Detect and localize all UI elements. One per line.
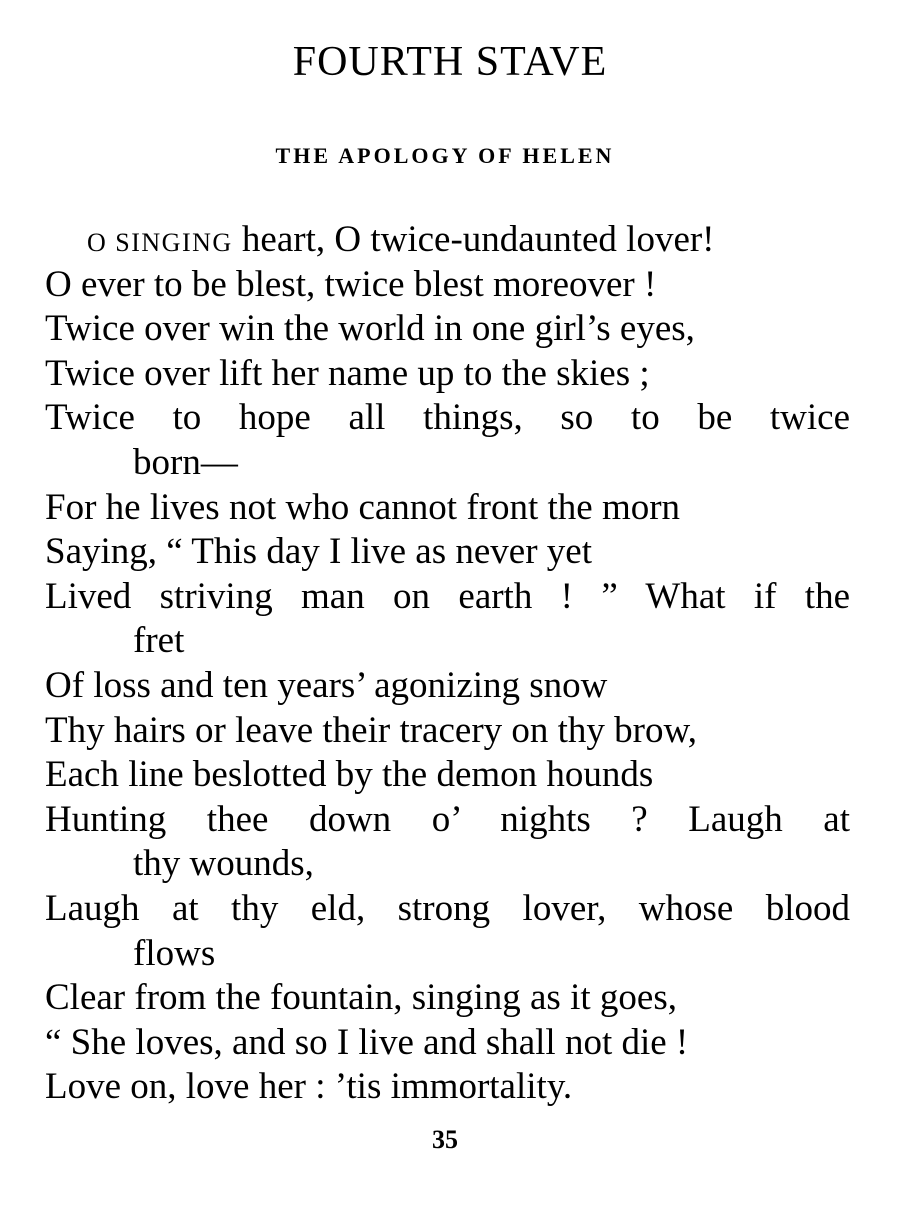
poem-line: Thy hairs or leave their tracery on thy brow, bbox=[45, 709, 698, 751]
page-number: 35 bbox=[432, 1125, 458, 1154]
poem-line: Twice to hope all things, so to be twice bbox=[45, 397, 850, 439]
poem-line-continuation: flows bbox=[133, 932, 216, 974]
poem-line-continuation: born— bbox=[133, 441, 238, 483]
poem-line-continuation: fret bbox=[133, 620, 185, 662]
poem-line: Twice over win the world in one girl’s eyes, bbox=[45, 308, 695, 350]
chapter-title: FOURTH STAVE bbox=[292, 39, 608, 85]
poem-line: “ She loves, and so I live and shall not die ! bbox=[45, 1021, 689, 1063]
poem-line: Saying, “ This day I live as never yet bbox=[45, 531, 592, 573]
poem-line: Love on, love her : ’tis immortality. bbox=[45, 1066, 573, 1108]
poem-line: Lived striving man on earth ! ” What if the bbox=[45, 575, 850, 617]
poem-line: Clear from the fountain, singing as it goes, bbox=[45, 977, 677, 1019]
poem-line: For he lives not who cannot front the morn bbox=[45, 486, 681, 528]
poem-line bbox=[45, 218, 855, 263]
poem-line: Hunting thee down o’ nights ? Laugh at bbox=[45, 798, 850, 840]
drop-smallcaps: O SINGING bbox=[87, 228, 233, 257]
poem-line: Each line beslotted by the demon hounds bbox=[45, 754, 654, 796]
poem-line-continuation: thy wounds, bbox=[133, 843, 314, 885]
poem-body bbox=[45, 218, 855, 1110]
poem-line: O ever to be blest, twice blest moreover ! bbox=[45, 263, 657, 305]
poem-line: Laugh at thy eld, strong lover, whose blood bbox=[45, 887, 850, 929]
poem-line: Twice over lift her name up to the skies ; bbox=[45, 352, 650, 394]
first-line-text: heart, O twice-undaunted lover! bbox=[232, 219, 715, 260]
poem-line: Of loss and ten years’ agonizing snow bbox=[45, 664, 608, 706]
chapter-subtitle: THE APOLOGY OF HELEN bbox=[275, 143, 615, 168]
